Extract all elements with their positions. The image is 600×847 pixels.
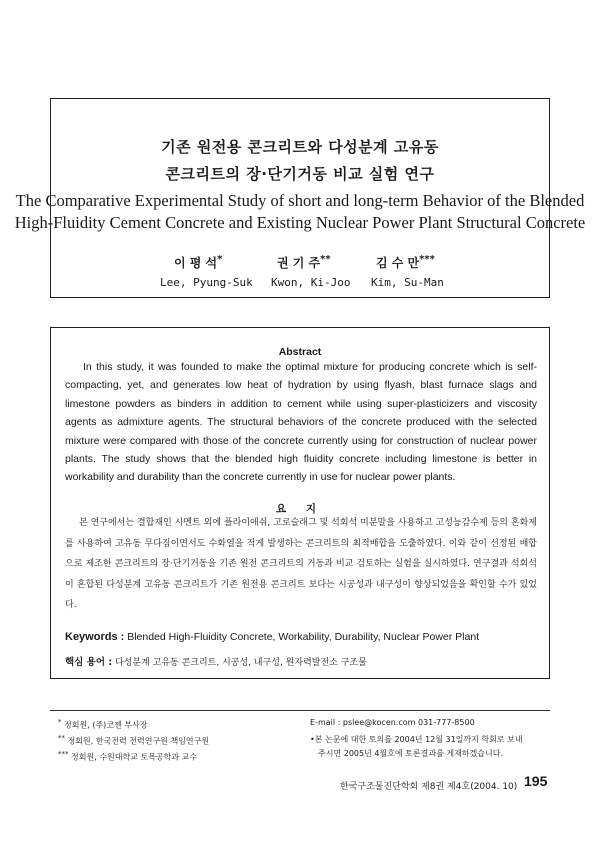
keywords-korean — [65, 654, 545, 668]
footnote-affiliation-2: ** 정회원, 한국전력 전력연구원 책임연구원 — [58, 734, 210, 746]
abstract-body: In this study, it was founded to make the optimal mixture for producing concrete which is self-compacting, yet, and generates low heat of hydration by using flyash, blast furnace slags and limestone powders as binders in addition to cement while using super-plasticizers and viscosity agents as admixture agents. The structural behaviors of the concrete produced with the selected mixture were compared with those of the concrete currently using for construction of nuclear power plants. The study shows that the blended high fluidity concrete including limestone is better in workability and durability than the concrete currently in use for nuclear power plants. — [65, 361, 537, 484]
abstract-heading: Abstract — [278, 346, 322, 358]
footnote-notice-line-2: 주시면 2005년 4월호에 토론결과를 게재하겠습니다. — [318, 749, 503, 758]
footnote-notice-line-1: •본 논문에 대한 토의를 2004년 12월 31일까지 학회로 보내 — [310, 735, 523, 744]
footnote-affiliation-1: * 정회원, (주)코젠 부사장 — [58, 718, 148, 730]
author-2-korean: 권 기 주** — [277, 254, 331, 270]
title-korean-line-1: 기존 원전용 콘크리트와 다성분계 고유동 — [161, 138, 439, 156]
journal-citation: 한국구조물진단학회 제8권 제4호(2004. 10) — [340, 782, 518, 792]
footnote-affiliation-3: *** 정회원, 수원대학교 토목공학과 교수 — [58, 750, 198, 762]
author-2-english: Kwon, Ki-Joo — [271, 276, 351, 289]
title-english-line-2: High-Fluidity Cement Concrete and Existing Nuclear Power Plant Structural Concrete — [14, 213, 586, 232]
summary-korean-heading: 요 지 — [276, 503, 324, 515]
keywords-korean-text: 다성분계 고유동 콘크리트, 시공성, 내구성, 원자력발전소 구조물 — [115, 658, 367, 668]
footnote-rule — [50, 710, 550, 711]
keywords-text: Blended High-Fluidity Concrete, Workability, Durability, Nuclear Power Plant — [127, 631, 480, 643]
author-1-korean: 이 평 석* — [174, 254, 223, 270]
author-3-english: Kim, Su-Man — [371, 276, 444, 289]
title-korean-line-2: 콘크리트의 장·단기거동 비교 실험 연구 — [165, 165, 435, 183]
keywords-label: Keywords : — [65, 631, 125, 643]
author-3-korean: 김 수 만*** — [376, 254, 435, 270]
summary-korean-body: 본 연구에서는 결합재인 시멘트 외에 플라이애쉬, 고로슬래그 및 석회석 미분말을 사용하고 고성능감수제 등의 혼화제를 사용하여 고유동 무다짐이면서도 수화열을 적게 발생하는 콘크리트의 최적배합을 도출하였다. 이와 같이 선정된 배합으로 제조한 콘크리트의 장·단기거동을 기존 원전 콘크리트의 거동과 비교 검토하는 실험을 실시하였다. 연구결과 석회석이 혼합된 다성분계 고유동 콘크리트가 기존 원전용 콘크리트 보다는 시공성과 내구성이 향상되었음을 확인할 수가 있었다. — [65, 518, 537, 610]
keywords-korean-label: 핵심 용어 : — [65, 657, 113, 668]
page-number: 195 — [524, 773, 548, 789]
title-english-line-1: The Comparative Experimental Study of short and long-term Behavior of the Blended — [15, 191, 585, 210]
keywords — [65, 631, 545, 643]
footnote-email: E-mail : pslee@kocen.com 031-777-8500 — [310, 718, 475, 727]
author-1-english: Lee, Pyung-Suk — [160, 276, 253, 289]
